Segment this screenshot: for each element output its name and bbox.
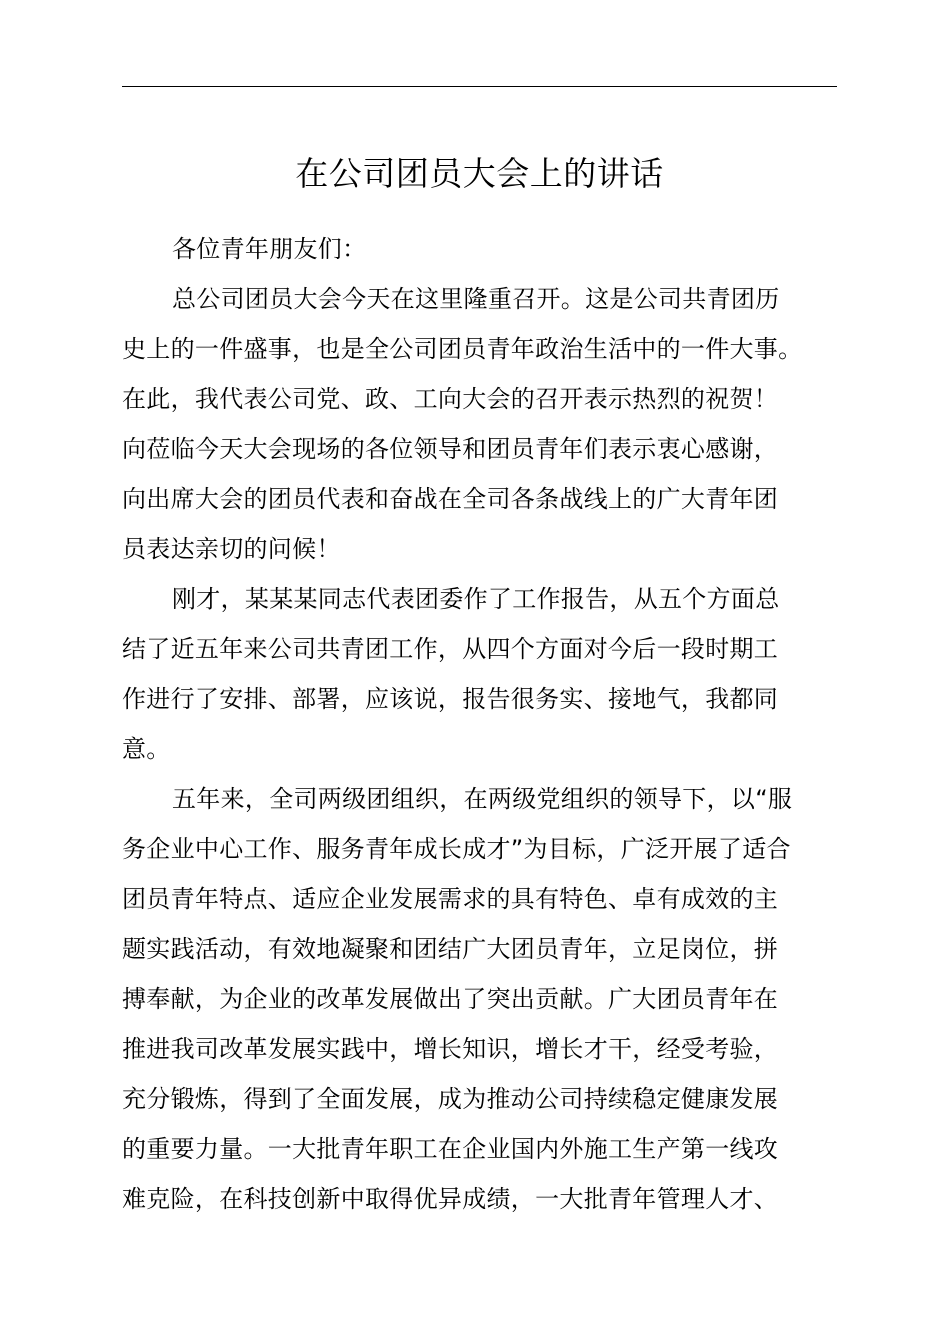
text-line: 难克险，在科技创新中取得优异成绩，一大批青年管理人才、 [122, 1185, 779, 1213]
paragraph-report [122, 574, 837, 774]
text-line: 刚才，某某某同志代表团委作了工作报告，从五个方面总 [172, 585, 780, 613]
text-line: 作进行了安排、部署，应该说，报告很务实、接地气，我都同 [122, 685, 779, 713]
text-line: 向出席大会的团员代表和奋战在全司各条战线上的广大青年团 [122, 485, 779, 513]
text-line: 搏奉献，为企业的改革发展做出了突出贡献。广大团员青年在 [122, 985, 779, 1013]
text-line: 充分锻炼，得到了全面发展，成为推动公司持续稳定健康发展 [122, 1085, 779, 1113]
document-title: 在公司团员大会上的讲话 [295, 154, 664, 193]
text-line: 总公司团员大会今天在这里隆重召开。这是公司共青团历 [172, 285, 780, 313]
document-body [122, 224, 837, 1224]
paragraph-salutation [122, 224, 837, 274]
text-line: 的重要力量。一大批青年职工在企业国内外施工生产第一线攻 [122, 1135, 779, 1163]
text-line: 五年来，全司两级团组织，在两级党组织的领导下，以“服 [172, 785, 793, 813]
text-line: 意。 [122, 735, 171, 763]
text-line: 各位青年朋友们： [172, 235, 367, 263]
text-line: 推进我司改革发展实践中，增长知识，增长才干，经受考验， [122, 1035, 779, 1063]
paragraph-achievements [122, 774, 837, 1224]
header-rule [122, 86, 837, 87]
text-line: 史上的一件盛事，也是全公司团员青年政治生活中的一件大事。 [122, 335, 803, 363]
text-line: 向莅临今天大会现场的各位领导和团员青年们表示衷心感谢， [122, 435, 779, 463]
text-line: 团员青年特点、适应企业发展需求的具有特色、卓有成效的主 [122, 885, 779, 913]
text-line: 在此，我代表公司党、政、工向大会的召开表示热烈的祝贺！ [122, 385, 779, 413]
text-line: 题实践活动，有效地凝聚和团结广大团员青年，立足岗位，拼 [122, 935, 779, 963]
text-line: 员表达亲切的问候！ [122, 535, 341, 563]
text-line: 结了近五年来公司共青团工作，从四个方面对今后一段时期工 [122, 635, 779, 663]
text-line: 务企业中心工作、服务青年成长成才”为目标，广泛开展了适合 [122, 835, 791, 863]
paragraph-opening [122, 274, 837, 574]
